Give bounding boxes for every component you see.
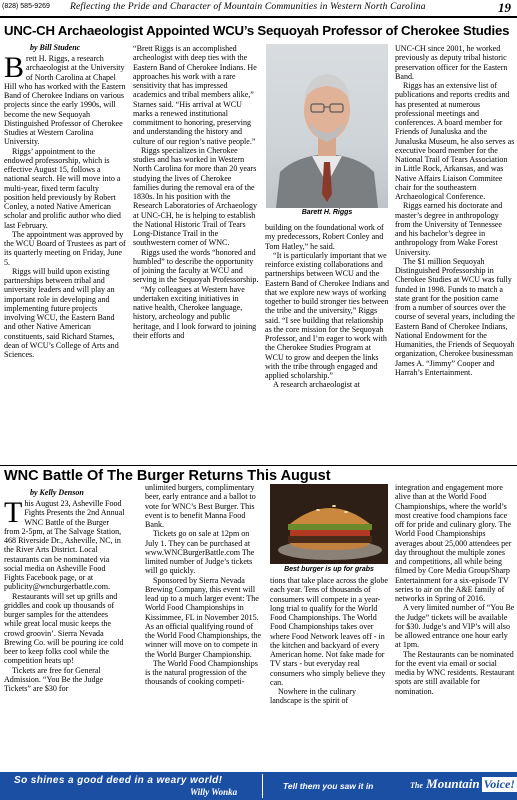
article-paragraph: unlimited burgers, complimentary beer, early entrance and a ballot to vote for WNC’s Best Burger. This event is to benefit Manna Food Bank.: [145, 483, 256, 529]
article-paragraph: The $1 million Sequoyah Distinguished Professorship in Cherokee Studies at WCU was fully funded in 1998. Funds to match a state grant for the position came from a number of sources over the course of several years, including the Eastern Band of Cherokee Indians, National Endowment for the Humanities, the Friends of Sequoyah organization, Cherokee businessman James A. “Jimmy” Cooper and Harrah’s Entertainment.: [395, 256, 515, 377]
footer-divider: [262, 774, 263, 798]
article2-headline: WNC Battle Of The Burger Returns This August: [4, 468, 331, 484]
lead-paragraph: [4, 499, 126, 592]
footer-banner: [0, 772, 517, 800]
footer-tell-text: Tell them you saw it in: [283, 781, 374, 791]
section-divider: [0, 465, 517, 466]
logo-mountain: Mountain: [426, 776, 480, 791]
article-paragraph: Riggs has an extensive list of publications and reports credits and has presented at numerous professional meetings and conferences. A board member for Friends of Junaluska and the Junaluska Museum, he also serves as executive board member for the National Trail of Tears Association in Little Rock, Arkansas, and was Native Affairs Liaison Commitee chair for the southeastern Archaeological Conference.: [395, 81, 515, 201]
article-paragraph: Sponsored by Sierra Nevada Brewing Company, this event will lead up to a much larger event: The World Food Championships in Kissimmee, FL in November 2015. As an official qualifying round of the World Food Championships, the winner will move on to compete in the World Burger Championship.: [145, 575, 262, 659]
phone-number: (828) 585-9269: [2, 3, 50, 10]
footer-signature: Willy Wonka: [190, 787, 238, 797]
article-paragraph: Tickets are free for General Admission. “You Be the Judge Tickets” are $30 for: [4, 665, 104, 693]
article-paragraph: Restaurants will set up grills and griddles and cook up thousands of burger samples for the attendees while great local music keeps the crowd groovin’. Sierra Nevada Brewing Co. will be pouring ice cold beer to keep folks cool while the competition heats up!: [4, 591, 124, 666]
article-paragraph: Riggs used the words “honored and humbled” to describe the opportunity of joining the faculty at WCU and serving in the Sequoyah Professorship.: [133, 247, 259, 285]
lead-paragraph: [4, 54, 126, 147]
article-paragraph: building on the foundational work of my predecessors, Robert Conley and Tom Hatley,” he said.: [265, 223, 384, 251]
article-paragraph: “My colleagues at Western have undertaken exciting initiatives in native health, Cherokee language, history, archeology and public heritage, and I look forward to joining their efforts and: [133, 284, 257, 340]
article1-column-3: [265, 223, 390, 464]
article1-column-4: [395, 44, 515, 464]
article-paragraph: A research archaeologist at: [273, 380, 360, 390]
article2-column-4: [395, 483, 515, 771]
burger-caption: Best burger is up for grabs: [284, 566, 374, 573]
article-paragraph: The Restaurants can be nominated for the event via email or social media by WNC residents. Restaurant spots are still available for nomination.: [395, 649, 515, 696]
article1-column-1: [4, 54, 126, 460]
article-paragraph: Nowhere in the culinary landscape is the spirit of: [270, 687, 356, 706]
masthead-tagline: Reflecting the Pride and Character of Mountain Communities in Western North Carolina: [70, 2, 426, 12]
burger-illustration: [270, 484, 388, 564]
article2-column-3: [270, 576, 388, 771]
portrait-illustration: [266, 44, 388, 208]
article-paragraph: The World Food Championships is the natural progression of the thousands of cooking competi-: [145, 658, 258, 687]
article2-column-2: [145, 483, 263, 771]
article-paragraph: rett H. Riggs, a research archaeologist at the University of North Carolina at Chapel Hill who has worked with the Eastern Band of Cherokee Indians on various projects since the early 1990s, will become the new Sequoyah Distinguished Professor of Cherokee Studies at Western Carolina University.: [4, 54, 126, 147]
article1-column-2: [133, 44, 259, 464]
page-number: 19: [498, 0, 511, 15]
logo-the: The: [410, 781, 423, 790]
article-paragraph: A very limited number of “You Be the Judge” tickets will be available for $30. Judge’s and VIP’s will also be allowed entrance one hour early at 1pm.: [395, 603, 515, 650]
article-paragraph: Riggs specializes in Cherokee studies and has worked in Western North Carolina for more than 20 years studying the lives of Cherokee families during the removal era of the 1830s. In his position with the Research Laboratories of Archaeology at UNC-CH, he is helping to establish the National Historic Trail of Tears Long-Distance Trail in the southwestern corner of WNC.: [133, 145, 258, 248]
article-paragraph: UNC-CH since 2001, he worked previously as deputy tribal historic preservation officer for the Eastern Band.: [395, 44, 508, 81]
page-header: [0, 0, 517, 18]
article-paragraph: “It is particularly important that we reinforce existing collaborations and partnerships between WCU and the Eastern Band of Cherokee Indians and that we explore new ways of working together to build stronger ties between the tribe and the university,” Riggs said. “I see building that relationship as the core mission for the Sequoyah Professor, and I’m eager to work with the Cherokee Studies Program at WCU to grow and deepen the links with the tribe through engaged and applied scholarship.”: [265, 250, 390, 380]
drop-cap: T: [4, 499, 23, 529]
article-paragraph: Riggs will build upon existing partnerships between tribal and university leaders and will play an important role in developing and implementing future projects involving WCU, the Eastern Band and other Native American constituents, said Richard Starnes, dean of WCU’s College of Arts and Sciences.: [4, 266, 119, 359]
article-paragraph: Riggs earned his doctorate and master’s degree in anthropology from the University of Tennessee and his bachelor’s degree in anthropology from Wake Forest University.: [395, 201, 503, 257]
drop-cap: B: [4, 54, 25, 84]
burger-photo: [270, 484, 388, 564]
article1-headline: UNC-CH Archaeologist Appointed WCU’s Sequoyah Professor of Cherokee Studies: [4, 23, 510, 38]
article-paragraph: Riggs’ appointment to the endowed professorship, which is effective August 15, follows a national search. He will move into a multi-year, fixed term faculty position held previously by Robert Conley, a noted Native American scholar and prolific author who died last February.: [4, 146, 121, 230]
logo-voice: Voice!: [483, 777, 515, 791]
article-paragraph: integration and engagement more alive than at the World Food Championships, where the world’s most creative food champions face off for pride and culinary glory. The World Food Championships averages about 25,000 attendees per day throughout the multiple zones and competitions, all while being filmed by Core Media Group/Sharp Entertainment for a six-episode TV series to air on the A&E family of networks in Spring of 2016.: [395, 483, 512, 603]
article-paragraph: his August 23, Asheville Food Fights Presents the 2nd Annual WNC Battle of the Burger from 2-5pm, at The Salvage Station, 468 Riverside Dr., Asheville, NC, in the River Arts District. Local restaurants can be nominated via social media on Asheville Food Fights Facebook page, or at publicity@wncburgerbattle.com.: [4, 499, 125, 592]
mountain-voice-logo: [410, 776, 517, 792]
article-paragraph: Tickets go on sale at 12pm on July 1. They can be purchased at www.WNCBurgerBattle.com The limited number of Judge’s tickets will go quickly.: [145, 529, 255, 576]
article-paragraph: The appointment was approved by the WCU Board of Trustees as part of its quarterly meeting on Friday, June 5.: [4, 229, 126, 267]
article2-byline: by Kelly Denson: [30, 488, 84, 497]
article-paragraph: tions that take place across the globe each year. Tens of thousands of consumers will compete in a year-long trial to qualify for the World Food Championships. The World Food Championships takes over where Food Network leaves off - in the kitchen and backyard of every American home. Not fake made for TV stars - but everyday real consumers who simply believe they can.: [270, 576, 388, 687]
portrait-photo: [266, 44, 388, 208]
portrait-caption: Barett H. Riggs: [301, 209, 353, 216]
article-paragraph: “Brett Riggs is an accomplished archeologist with deep ties with the Eastern Band of Cherokee Indians. He approaches his work with a rare sensitivity that has impressed academics and tribal members alike,” Starnes said. “His arrival at WCU marks a renewed institutional commitment to honoring, preserving and understanding the history and culture of our region’s native people.”: [133, 44, 257, 146]
footer-slogan: So shines a good deed in a weary world!: [14, 775, 223, 786]
article2-column-1: [4, 499, 126, 771]
article1-byline: by Bill Studenc: [30, 43, 81, 52]
